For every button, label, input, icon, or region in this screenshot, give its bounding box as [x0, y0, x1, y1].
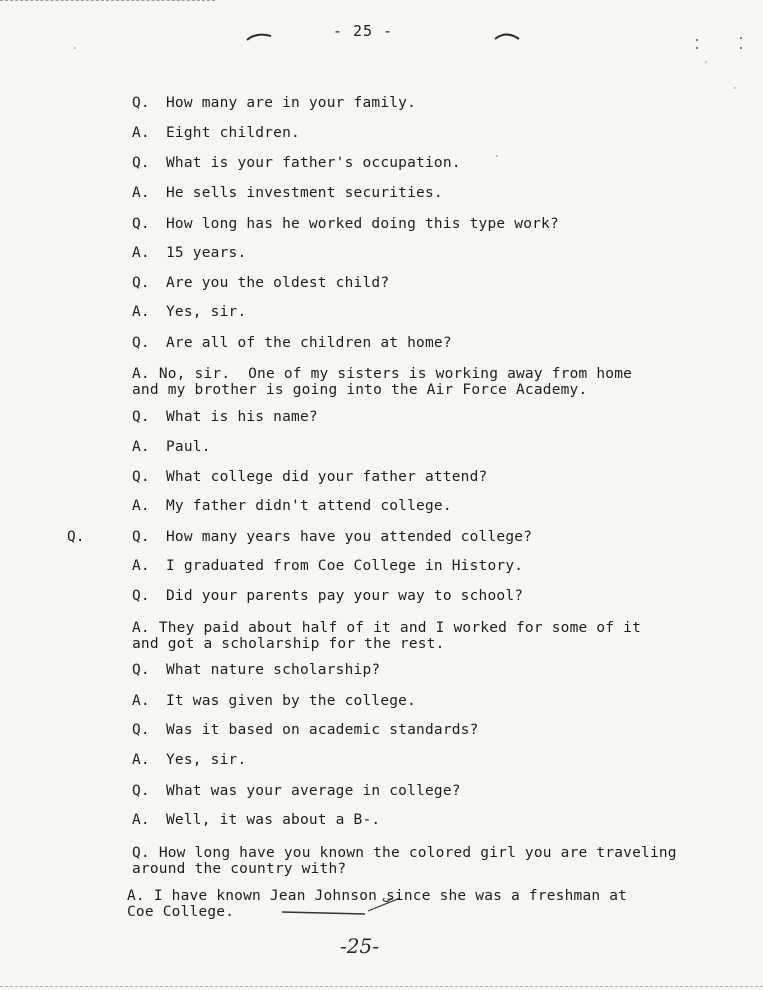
top-dashed-rule: [0, 0, 215, 1]
transcript-line: [132, 245, 246, 261]
line-text: What college did your father attend?: [166, 469, 488, 485]
line-text: What was your average in college?: [166, 783, 461, 799]
line-text: My father didn't attend college.: [166, 498, 452, 514]
margin-annotation: Q.: [67, 529, 85, 545]
speaker-label: Q.: [132, 335, 150, 351]
line-text: How many years have you attended college?: [166, 529, 533, 545]
speaker-label: A.: [132, 558, 150, 574]
line-text: Well, it was about a B-.: [166, 812, 381, 828]
line-text: Are all of the children at home?: [166, 335, 452, 351]
handwritten-underline-mark: [280, 898, 400, 920]
transcript-line: [132, 662, 380, 678]
transcript-line: [132, 335, 452, 351]
speaker-label: Q.: [132, 95, 150, 111]
line-text: Yes, sir.: [166, 304, 247, 320]
speaker-label: Q.: [132, 783, 150, 799]
page-number: - 25 -: [332, 22, 394, 40]
bottom-dashed-rule: [0, 986, 763, 987]
transcript-line: [132, 439, 211, 455]
transcript-line: [132, 529, 532, 545]
line-text: It was given by the college.: [166, 693, 417, 709]
speaker-label: A.: [132, 366, 150, 382]
line-text: What nature scholarship?: [166, 662, 381, 678]
speaker-label: Q.: [132, 469, 150, 485]
speaker-label: Q.: [132, 216, 150, 232]
line-text-wrapped: [132, 845, 677, 877]
speaker-label: Q.: [132, 588, 150, 604]
line-text-wrapped: [132, 620, 641, 652]
transcript-line: [132, 469, 487, 485]
line-text: Yes, sir.: [166, 752, 247, 768]
speaker-label: A.: [132, 498, 150, 514]
line-text: How long have you known the colored girl you are traveling around the country with?: [132, 845, 677, 877]
speaker-label: A.: [132, 245, 150, 261]
speaker-label: A.: [132, 304, 150, 320]
line-text: What is his name?: [166, 409, 318, 425]
transcript-line: [132, 558, 523, 574]
speaker-label: A.: [132, 620, 150, 636]
binding-hole-mark-right: [494, 30, 520, 42]
transcript-line: [132, 752, 246, 768]
transcript-line: [132, 125, 300, 141]
speaker-label: Q.: [132, 662, 150, 678]
speaker-label: A.: [132, 693, 150, 709]
line-text: Eight children.: [166, 125, 300, 141]
transcript-line: [132, 185, 443, 201]
transcript-line: [132, 845, 677, 877]
transcript-line: [132, 588, 523, 604]
transcript-line: [132, 95, 416, 111]
speaker-label: Q.: [132, 722, 150, 738]
speaker-label: A.: [132, 439, 150, 455]
line-text: What is your father's occupation.: [166, 155, 461, 171]
handwritten-page-number: -25-: [340, 934, 379, 958]
speaker-label: Q.: [132, 275, 150, 291]
line-text: Paul.: [166, 439, 211, 455]
transcript-line: [132, 498, 452, 514]
line-text-wrapped: [132, 366, 632, 398]
speaker-label: A.: [132, 752, 150, 768]
line-text: They paid about half of it and I worked for some of it and got a scholarship for the rest.: [132, 620, 642, 652]
line-text: How long has he worked doing this type work?: [166, 216, 559, 232]
speaker-label: Q.: [132, 845, 150, 861]
speaker-label: Q.: [132, 155, 150, 171]
line-text: Are you the oldest child?: [166, 275, 390, 291]
speaker-label: A.: [132, 812, 150, 828]
transcript-line: [132, 722, 479, 738]
transcript-line: [132, 409, 318, 425]
transcript-line: [132, 620, 641, 652]
transcript-line: [132, 783, 461, 799]
line-text: I graduated from Coe College in History.: [166, 558, 524, 574]
speaker-label: A.: [127, 888, 145, 904]
line-text: He sells investment securities.: [166, 185, 443, 201]
line-text: Did your parents pay your way to school?: [166, 588, 524, 604]
transcript-line: [132, 693, 416, 709]
line-text: No, sir. One of my sisters is working away from home and my brother is going into the Air Force Academy.: [132, 366, 633, 398]
transcript-line: [132, 304, 246, 320]
transcript-line: [132, 216, 559, 232]
line-text: 15 years.: [166, 245, 247, 261]
transcript-line: [132, 812, 380, 828]
line-text: How many are in your family.: [166, 95, 417, 111]
speaker-label: Q.: [132, 529, 150, 545]
transcript-line: [132, 155, 461, 171]
line-text: Was it based on academic standards?: [166, 722, 479, 738]
speaker-label: A.: [132, 125, 150, 141]
speaker-label: A.: [132, 185, 150, 201]
speaker-label: Q.: [132, 409, 150, 425]
transcript-line: [132, 275, 389, 291]
transcript-line: [132, 366, 632, 398]
binding-hole-mark-left: [246, 30, 272, 42]
line-text: I have known Jean Johnson since she was a freshman at Coe College.: [127, 888, 628, 920]
